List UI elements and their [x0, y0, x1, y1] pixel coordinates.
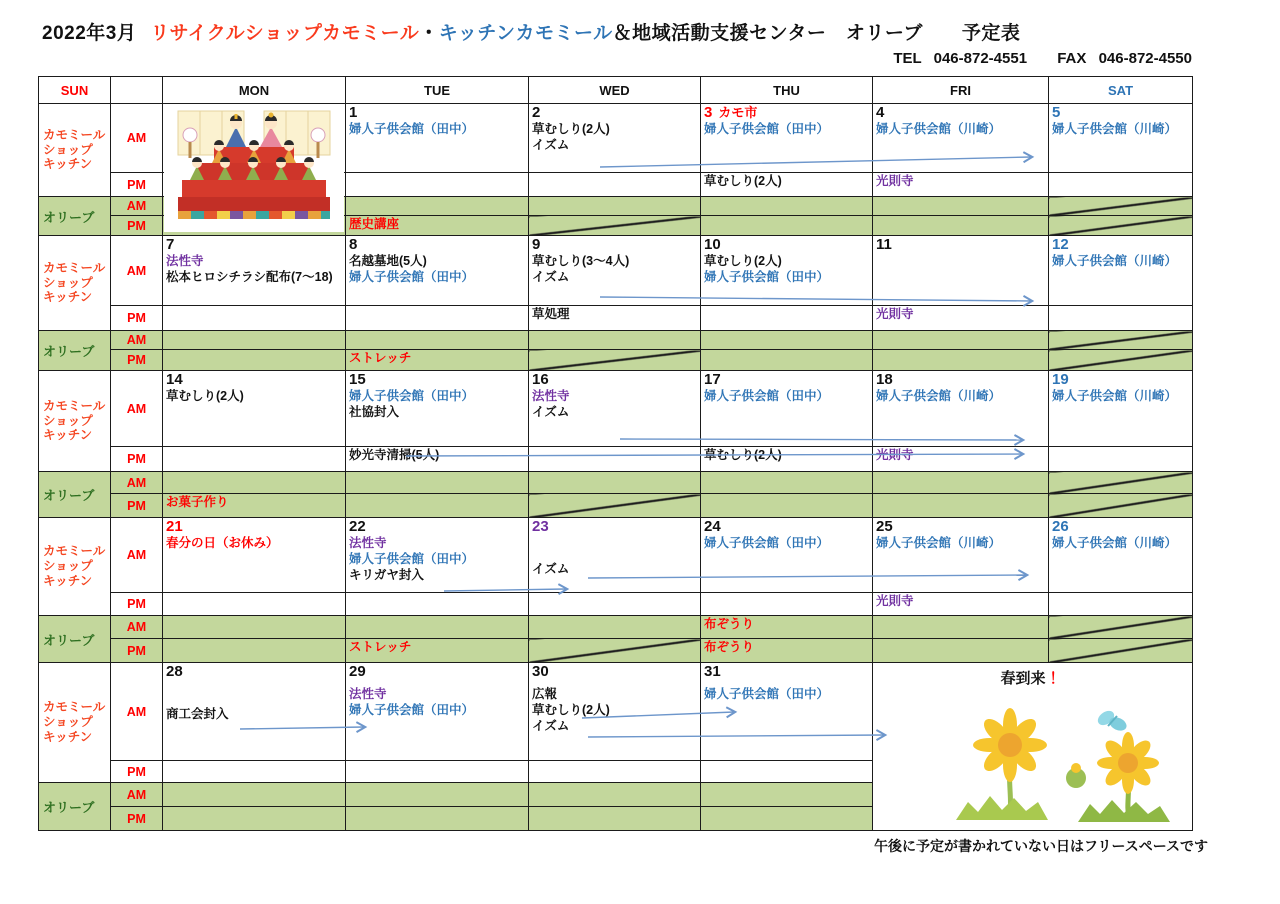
cell-w4-wed-oam [529, 616, 701, 639]
cell-w2-mon-pm [163, 306, 346, 331]
cell-w4-sat-am [1049, 518, 1193, 593]
entry: 草むしり(2人) [704, 448, 782, 462]
entry: 法性寺 [166, 254, 204, 268]
entry: 婦人子供会館（田中） [349, 552, 475, 566]
cell-w1-tue-oam [346, 197, 529, 216]
cell-w1-sat-pm [1049, 173, 1193, 197]
cell-w5-mon-am [163, 663, 346, 761]
sidebar-kamomiru-label: カモミール ショップ キッチン [39, 518, 111, 616]
sidebar-kamomiru-label: カモミール ショップ キッチン [39, 371, 111, 472]
day-number: 28 [166, 663, 183, 680]
contact-line [0, 50, 1192, 67]
cell-w1-sat-opm [1049, 216, 1193, 236]
entry: 婦人子供会館（川崎） [1052, 122, 1178, 136]
cell-w1-sat-oam [1049, 197, 1193, 216]
entry: 草むしり(2人) [704, 174, 782, 188]
cell-w3-thu-opm [701, 494, 873, 518]
cell-w1-fri-opm [873, 216, 1049, 236]
entry: 法性寺 [532, 389, 570, 403]
day-number: 17 [704, 371, 721, 388]
cell-w4-tue-pm [346, 593, 529, 616]
header-spacer [111, 77, 163, 104]
cell-w2-sat-am [1049, 236, 1193, 306]
cell-w4-wed-pm [529, 593, 701, 616]
entry: ストレッチ [349, 351, 412, 365]
fax-label: FAX [1057, 50, 1087, 67]
entry: 光則寺 [876, 174, 914, 188]
sidebar-kamomiru-label: カモミール ショップ キッチン [39, 663, 111, 783]
entry: 妙光寺清掃(5人) [349, 448, 440, 462]
tel-label: TEL [893, 50, 922, 67]
cell-w4-fri-opm [873, 639, 1049, 663]
day-number: 26 [1052, 518, 1069, 535]
entry: 草むしり(2人) [532, 122, 610, 136]
cell-w1-fri-am [873, 104, 1049, 173]
cell-w5-tue-oam [346, 783, 529, 807]
day-number: 8 [349, 236, 358, 253]
cell-w5-thu-am [701, 663, 873, 761]
cell-w2-wed-opm [529, 350, 701, 371]
cell-w3-thu-oam [701, 472, 873, 494]
sidebar-olive-label: オリーブ [39, 616, 111, 663]
cell-w3-sat-oam [1049, 472, 1193, 494]
day-number: 31 [704, 663, 721, 680]
entry: 草処理 [532, 307, 570, 321]
cell-w2-thu-oam [701, 331, 873, 350]
cell-w1-fri-oam [873, 197, 1049, 216]
entry: イズム [532, 138, 570, 152]
am-label: AM [111, 104, 163, 173]
pm-label: PM [111, 447, 163, 472]
cell-w1-wed-am [529, 104, 701, 173]
cell-w4-thu-opm [701, 639, 873, 663]
cell-w2-tue-opm [346, 350, 529, 371]
spring-caption: 春到来 ！ [1000, 670, 1065, 687]
page-title [42, 18, 1020, 45]
cell-w5-wed-oam [529, 783, 701, 807]
entry: 婦人子供会館（川崎） [1052, 254, 1178, 268]
pm-label: PM [111, 593, 163, 616]
cell-w2-tue-am [346, 236, 529, 306]
day-number: 22 [349, 518, 366, 535]
cell-w3-wed-am [529, 371, 701, 447]
entry: 名越墓地(5人) [349, 254, 427, 268]
cell-w3-wed-opm [529, 494, 701, 518]
cell-w4-thu-am [701, 518, 873, 593]
am-label: AM [111, 236, 163, 306]
cell-w1-wed-opm [529, 216, 701, 236]
sidebar-kamomiru-label: カモミール ショップ キッチン [39, 104, 111, 197]
day-number: 2 [532, 104, 541, 121]
cell-w3-fri-oam [873, 472, 1049, 494]
cell-w3-thu-pm [701, 447, 873, 472]
day-number: 19 [1052, 371, 1069, 388]
entry: 法性寺 [349, 687, 387, 701]
day-number: 7 [166, 236, 175, 253]
entry: 草むしり(2人) [704, 254, 782, 268]
cell-w1-thu-pm [701, 173, 873, 197]
entry: 婦人子供会館（田中） [349, 122, 475, 136]
olive-am-label: AM [111, 616, 163, 639]
cell-w1-sat-am [1049, 104, 1193, 173]
entry: 婦人子供会館（田中） [704, 122, 830, 136]
entry: 光則寺 [876, 448, 914, 462]
cell-w1-tue-am [346, 104, 529, 173]
cell-w3-mon-opm [163, 494, 346, 518]
cell-w4-thu-oam [701, 616, 873, 639]
entry: 婦人子供会館（田中） [349, 389, 475, 403]
olive-am-label: AM [111, 331, 163, 350]
day-number: 16 [532, 371, 549, 388]
title-month: 2022年3月 [42, 23, 137, 44]
cell-w2-fri-am [873, 236, 1049, 306]
header-tue: TUE [346, 77, 529, 104]
entry: 婦人子供会館（川崎） [1052, 389, 1178, 403]
cell-w4-fri-am [873, 518, 1049, 593]
cell-w2-tue-pm [346, 306, 529, 331]
title-shop: リサイクルショップカモミール [150, 23, 420, 44]
cell-w3-wed-pm [529, 447, 701, 472]
entry: 社協封入 [349, 405, 400, 419]
olive-am-label: AM [111, 783, 163, 807]
entry: 光則寺 [876, 307, 914, 321]
entry: 草むしり(2人) [532, 703, 610, 717]
entry: 草むしり(2人) [166, 389, 244, 403]
cell-w4-mon-am [163, 518, 346, 593]
cell-w4-mon-opm [163, 639, 346, 663]
day-number: 9 [532, 236, 541, 253]
header-mon: MON [163, 77, 346, 104]
cell-w2-sat-pm [1049, 306, 1193, 331]
header-sat: SAT [1049, 77, 1193, 104]
entry: 法性寺 [349, 536, 387, 550]
day-number: 24 [704, 518, 721, 535]
cell-w5-mon-opm [163, 807, 346, 831]
pm-label: PM [111, 173, 163, 197]
cell-w1-thu-opm [701, 216, 873, 236]
entry: 婦人子供会館（田中） [704, 687, 830, 701]
cell-w2-mon-opm [163, 350, 346, 371]
cell-w2-thu-pm [701, 306, 873, 331]
cell-w3-mon-am [163, 371, 346, 447]
cell-w4-tue-oam [346, 616, 529, 639]
cell-w3-mon-oam [163, 472, 346, 494]
olive-am-label: AM [111, 197, 163, 216]
day-number: 11 [876, 236, 892, 253]
entry: 婦人子供会館（田中） [349, 270, 475, 284]
title-kitchen: キッチンカモミール [438, 23, 613, 44]
day-number: 12 [1052, 236, 1069, 253]
am-label: AM [111, 518, 163, 593]
entry: 婦人子供会館（田中） [704, 389, 830, 403]
cell-w3-sat-am [1049, 371, 1193, 447]
cell-w2-fri-pm [873, 306, 1049, 331]
entry: お菓子作り [166, 495, 229, 509]
entry: 布ぞうり [704, 640, 755, 654]
sidebar-olive-label: オリーブ [39, 783, 111, 831]
olive-pm-label: PM [111, 639, 163, 663]
title-dot: ・ [419, 23, 439, 44]
cell-w3-tue-opm [346, 494, 529, 518]
entry: 商工会封入 [166, 707, 229, 721]
olive-pm-label: PM [111, 350, 163, 371]
entry: カモ市 [718, 105, 758, 120]
cell-w2-thu-opm [701, 350, 873, 371]
cell-w5-tue-am [346, 663, 529, 761]
day-number: 23 [532, 518, 549, 535]
cell-w1-thu-am [701, 104, 873, 173]
cell-w4-sat-oam [1049, 616, 1193, 639]
hina-dolls-illustration [164, 105, 344, 232]
cell-w4-mon-oam [163, 616, 346, 639]
cell-w3-tue-am [346, 371, 529, 447]
cell-w4-tue-opm [346, 639, 529, 663]
day-number: 10 [704, 236, 721, 253]
cell-w4-wed-opm [529, 639, 701, 663]
butterfly-icon [1095, 708, 1129, 733]
cell-w5-wed-pm [529, 761, 701, 783]
cell-w2-tue-oam [346, 331, 529, 350]
entry: 草むしり(3～4人) [532, 254, 630, 268]
sunflowers-illustration [938, 698, 1188, 826]
cell-w1-fri-pm [873, 173, 1049, 197]
entry: イズム [532, 719, 570, 733]
header-fri: FRI [873, 77, 1049, 104]
cell-w4-sat-opm [1049, 639, 1193, 663]
entry: 歴史講座 [349, 217, 400, 231]
day-number: 29 [349, 663, 366, 680]
entry: 婦人子供会館（川崎） [1052, 536, 1178, 550]
cell-w5-mon-oam [163, 783, 346, 807]
cell-w2-wed-pm [529, 306, 701, 331]
entry: 婦人子供会館（川崎） [876, 389, 1002, 403]
cell-w3-tue-oam [346, 472, 529, 494]
cell-w2-sat-opm [1049, 350, 1193, 371]
cell-w2-sat-oam [1049, 331, 1193, 350]
entry: 婦人子供会館（田中） [704, 270, 830, 284]
cell-w4-wed-am [529, 518, 701, 593]
cell-w3-fri-opm [873, 494, 1049, 518]
cell-w4-sat-pm [1049, 593, 1193, 616]
entry: 広報 [532, 687, 558, 701]
cell-w5-weekend-spring [873, 663, 1193, 831]
cell-w5-wed-am [529, 663, 701, 761]
cell-w3-sat-opm [1049, 494, 1193, 518]
header-thu: THU [701, 77, 873, 104]
cell-w4-tue-am [346, 518, 529, 593]
pm-label: PM [111, 306, 163, 331]
cell-w1-wed-pm [529, 173, 701, 197]
day-number: 25 [876, 518, 893, 535]
cell-w5-thu-oam [701, 783, 873, 807]
day-number: 3 [704, 104, 713, 121]
header-wed: WED [529, 77, 701, 104]
day-number: 18 [876, 371, 893, 388]
cell-w3-thu-am [701, 371, 873, 447]
cell-w2-mon-am [163, 236, 346, 306]
cell-w3-tue-pm [346, 447, 529, 472]
footer-note: 午後に予定が書かれていない日はフリースペースです [874, 838, 1209, 854]
entry: 婦人子供会館（田中） [704, 536, 830, 550]
entry: 婦人子供会館（川崎） [876, 536, 1002, 550]
tel-number: 046-872-4551 [933, 50, 1028, 67]
cell-w5-thu-opm [701, 807, 873, 831]
cell-w1-tue-opm [346, 216, 529, 236]
day-number: 4 [876, 104, 885, 121]
entry: イズム [532, 405, 570, 419]
entry: 春分の日（お休み） [166, 536, 279, 550]
entry: キリガヤ封入 [349, 568, 424, 582]
olive-pm-label: PM [111, 216, 163, 236]
cell-w2-mon-oam [163, 331, 346, 350]
entry: ストレッチ [349, 640, 412, 654]
title-rest: ＆地域活動支援センター オリーブ 予定表 [612, 23, 1021, 44]
am-label: AM [111, 663, 163, 761]
cell-w5-tue-opm [346, 807, 529, 831]
cell-w3-sat-pm [1049, 447, 1193, 472]
cell-w1-tue-pm [346, 173, 529, 197]
sidebar-olive-label: オリーブ [39, 197, 111, 236]
sidebar-kamomiru-label: カモミール ショップ キッチン [39, 236, 111, 331]
entry: 婦人子供会館（田中） [349, 703, 475, 717]
cell-w4-fri-oam [873, 616, 1049, 639]
header-sun: SUN [39, 77, 111, 104]
cell-w2-fri-oam [873, 331, 1049, 350]
cell-w4-thu-pm [701, 593, 873, 616]
olive-am-label: AM [111, 472, 163, 494]
cell-w1-thu-oam [701, 197, 873, 216]
cell-w4-fri-pm [873, 593, 1049, 616]
pm-label: PM [111, 761, 163, 783]
entry: 布ぞうり [704, 617, 755, 631]
entry: イズム [532, 270, 570, 284]
entry: イズム [532, 562, 570, 576]
fax-number: 046-872-4550 [1098, 50, 1192, 67]
cell-w5-mon-pm [163, 761, 346, 783]
day-number: 14 [166, 371, 183, 388]
cell-w4-mon-pm [163, 593, 346, 616]
cell-w3-wed-oam [529, 472, 701, 494]
cell-w2-wed-oam [529, 331, 701, 350]
sidebar-olive-label: オリーブ [39, 472, 111, 518]
cell-w5-thu-pm [701, 761, 873, 783]
entry: 光則寺 [876, 594, 914, 608]
cell-w2-thu-am [701, 236, 873, 306]
day-number: 21 [166, 518, 183, 535]
olive-pm-label: PM [111, 807, 163, 831]
cell-w5-wed-opm [529, 807, 701, 831]
entry: 婦人子供会館（川崎） [876, 122, 1002, 136]
day-number: 5 [1052, 104, 1061, 121]
day-number: 1 [349, 104, 358, 121]
sidebar-olive-label: オリーブ [39, 331, 111, 371]
cell-w3-fri-am [873, 371, 1049, 447]
cell-w5-tue-pm [346, 761, 529, 783]
cell-w1-wed-oam [529, 197, 701, 216]
cell-w2-fri-opm [873, 350, 1049, 371]
cell-w3-mon-pm [163, 447, 346, 472]
cell-w2-wed-am [529, 236, 701, 306]
am-label: AM [111, 371, 163, 447]
entry: 松本ヒロシチラシ配布(7～18) [166, 270, 333, 284]
cell-w3-fri-pm [873, 447, 1049, 472]
olive-pm-label: PM [111, 494, 163, 518]
day-number: 15 [349, 371, 366, 388]
day-number: 30 [532, 663, 549, 680]
